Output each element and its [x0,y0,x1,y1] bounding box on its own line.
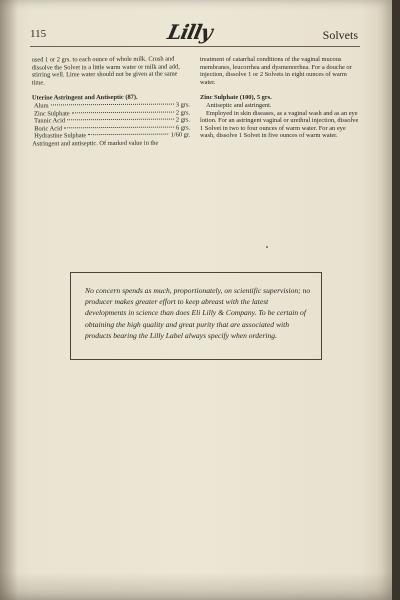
ingredient-list [32,101,190,140]
left-column [32,55,191,148]
header-rule [30,46,360,47]
page-spine-shadow [0,0,18,600]
dot-leader [88,134,168,136]
right-column [200,56,360,140]
uterine-astringent-description: Astringent and antiseptic. Of marked value in the [32,139,159,148]
section-title: Solvets [322,28,358,42]
zinc-sulphate-heading: Zinc Sulphate (100), 5 grs. [200,94,272,102]
page-number: 115 [30,28,47,40]
ingredient-name: Hydrastine Sulphate [34,132,87,140]
ingredient-name: Boric Acid [34,125,63,133]
ingredient-name: Alum [34,102,49,110]
zinc-sulphate-description: Employed in skin diseases, as a vaginal wash and as an eye lotion. For an astringent vaginal or urethral injection, dissolve 1 Solvet in two to four ounces of warm water. For an eye wash, dissolve 1 Solvet in five ounces of warm water. [200,109,359,140]
notice-text: No concern spends as much, proportionately, on scientific supervision; no producer makes greater effort to keep abreast with the latest developments in science than does Eli Lilly & Company. To be certain of obtaining the high quality and great purity that are associated with products bearing the Lilly Label always specify when ordering. [85,286,311,340]
ingredient-quantity: 3 grs. [175,101,191,109]
dot-leader [72,111,174,113]
dot-leader [64,126,174,128]
uterine-astringent-heading: Uterine Astringent and Antiseptic (87). [31,94,138,102]
page-bottom-shade [0,572,392,600]
dot-leader [67,119,174,121]
ingredient-name: Zinc Sulphate [34,109,70,118]
ingredient-name: Tannic Acid [34,117,66,125]
ingredient-quantity: 2 grs. [175,109,191,117]
right-continuation-paragraph: treatment of catarrhal conditions of the vaginal mucous membranes, leucorrhea and dysmenorrhea. For a douche or injection, dissolve 1 or 2 Solvets in eight ounces of warm water. [200,56,352,86]
lilly-logo: Lilly [165,20,215,44]
dot-leader [51,104,174,106]
left-intro-paragraph: used 1 or 2 grs. to each ounce of whole milk. Crush and dissolve the Solvet in a little warm water or milk and add, stirring well. Lime water should not be given at the same time. [31,55,180,87]
zinc-sulphate-subheading: Antiseptic and astringent. [206,101,272,109]
notice-box [70,272,322,360]
ingredient-quantity: 2 grs. [175,116,191,124]
ingredient-quantity: 6 grs. [175,124,191,132]
ingredient-quantity: 1/60 gr. [170,131,191,139]
page-speck [266,246,268,248]
